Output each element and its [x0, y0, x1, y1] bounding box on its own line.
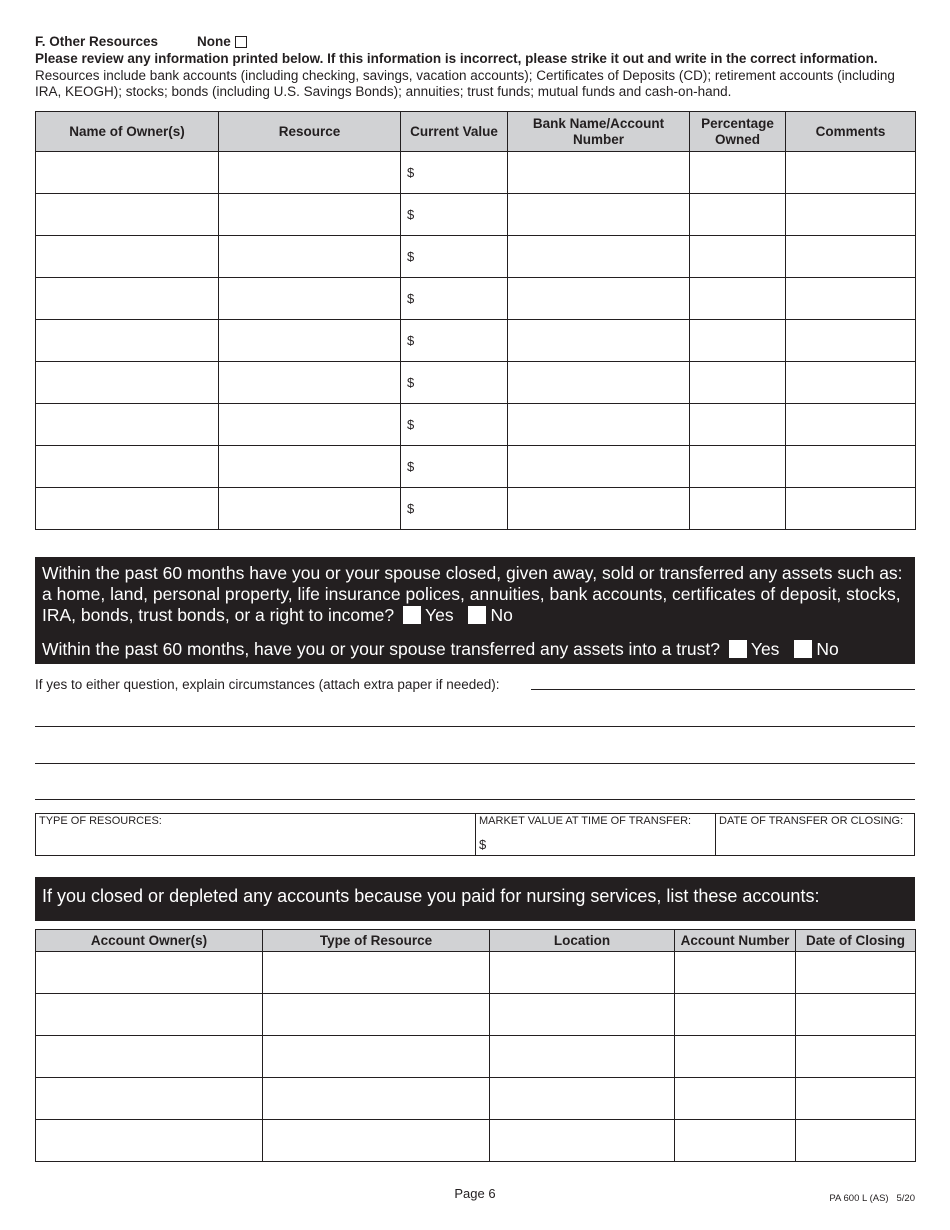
header-comments: Comments	[786, 112, 916, 152]
resource-cell[interactable]	[219, 194, 401, 236]
question-2-text: Within the past 60 months, have you or your spouse transferred any assets into a trust?	[42, 639, 720, 659]
resource-row	[36, 446, 916, 488]
comments-cell[interactable]	[786, 404, 916, 446]
current-value-cell[interactable]	[401, 362, 508, 404]
owner-cell[interactable]	[36, 278, 219, 320]
resource-cell[interactable]	[219, 152, 401, 194]
explain-line-3[interactable]	[35, 763, 915, 764]
section-title: F. Other Resources	[35, 34, 159, 49]
owner-cell[interactable]	[36, 446, 219, 488]
dollar-sign: $	[407, 501, 415, 516]
q1-no-checkbox[interactable]	[468, 606, 486, 624]
account-number-cell[interactable]	[675, 1078, 796, 1120]
header-bank-account: Bank Name/Account Number	[508, 112, 690, 152]
dollar-sign: $	[407, 417, 415, 432]
header-resource: Resource	[219, 112, 401, 152]
nursing-account-row	[36, 1036, 916, 1078]
owner-cell[interactable]	[36, 194, 219, 236]
resource-row	[36, 404, 916, 446]
q2-no-label: No	[816, 639, 839, 659]
date-of-closing-cell[interactable]	[796, 994, 916, 1036]
location-cell[interactable]	[490, 1120, 675, 1162]
page-number: Page 6	[454, 1186, 496, 1201]
bank-account-cell[interactable]	[508, 362, 690, 404]
percentage-cell[interactable]	[690, 194, 786, 236]
owner-cell[interactable]	[36, 362, 219, 404]
header-account-number: Account Number	[675, 930, 796, 952]
transfer-questions-box	[35, 557, 915, 664]
account-number-cell[interactable]	[675, 1036, 796, 1078]
bank-account-cell[interactable]	[508, 278, 690, 320]
none-label: None	[197, 34, 231, 49]
account-number-cell[interactable]	[675, 952, 796, 994]
none-option	[197, 34, 247, 49]
comments-cell[interactable]	[786, 278, 916, 320]
q1-yes-label: Yes	[425, 605, 454, 625]
account-owner-cell[interactable]	[36, 1120, 263, 1162]
market-value-label: MARKET VALUE AT TIME OF TRANSFER:	[479, 815, 692, 827]
date-of-closing-cell[interactable]	[796, 1036, 916, 1078]
comments-cell[interactable]	[786, 236, 916, 278]
type-of-resource-cell[interactable]	[263, 1036, 490, 1078]
account-owner-cell[interactable]	[36, 1078, 263, 1120]
owner-cell[interactable]	[36, 152, 219, 194]
bank-account-cell[interactable]	[508, 152, 690, 194]
location-cell[interactable]	[490, 1036, 675, 1078]
question-1-text: Within the past 60 months have you or your spouse closed, given away, sold or transferred any assets such as: a home, land, personal property, life insurance polices, annuities, bank accounts, certificates of deposit, stocks, IRA, bonds, trust bonds, or a right to income?	[42, 563, 903, 625]
dollar-sign: $	[407, 165, 415, 180]
current-value-cell[interactable]	[401, 194, 508, 236]
current-value-cell[interactable]	[401, 488, 508, 530]
bank-account-cell[interactable]	[508, 320, 690, 362]
resource-cell[interactable]	[219, 362, 401, 404]
type-of-resources-label: TYPE OF RESOURCES:	[39, 815, 162, 827]
resource-cell[interactable]	[219, 446, 401, 488]
account-number-cell[interactable]	[675, 1120, 796, 1162]
form-code-date: 5/20	[896, 1193, 915, 1204]
header-location: Location	[490, 930, 675, 952]
header-percentage-owned: Percentage Owned	[690, 112, 786, 152]
question-1	[42, 563, 908, 626]
q1-no-label: No	[490, 605, 513, 625]
nursing-account-row	[36, 952, 916, 994]
resource-row	[36, 194, 916, 236]
resources-description: Resources include bank accounts (including checking, savings, vacation accounts); Certificates of Deposits (CD); retirement accounts (including IRA, KEOGH); stocks; bonds (including U.S. Savings Bonds); annuities; trust funds; mutual funds and cash-on-hand.	[35, 67, 895, 99]
location-cell[interactable]	[490, 994, 675, 1036]
current-value-cell[interactable]	[401, 236, 508, 278]
location-cell[interactable]	[490, 952, 675, 994]
explain-line-2[interactable]	[35, 726, 915, 727]
bank-account-cell[interactable]	[508, 404, 690, 446]
owner-cell[interactable]	[36, 236, 219, 278]
owner-cell[interactable]	[36, 320, 219, 362]
none-checkbox[interactable]	[235, 36, 247, 48]
current-value-cell[interactable]	[401, 278, 508, 320]
type-of-resource-cell[interactable]	[263, 952, 490, 994]
resource-cell[interactable]	[219, 320, 401, 362]
comments-cell[interactable]	[786, 362, 916, 404]
resource-row	[36, 320, 916, 362]
percentage-cell[interactable]	[690, 152, 786, 194]
dollar-sign: $	[407, 459, 415, 474]
location-cell[interactable]	[490, 1078, 675, 1120]
resource-row	[36, 278, 916, 320]
comments-cell[interactable]	[786, 194, 916, 236]
type-of-resource-cell[interactable]	[263, 1078, 490, 1120]
dollar-sign: $	[407, 291, 415, 306]
current-value-cell[interactable]	[401, 446, 508, 488]
resource-row	[36, 152, 916, 194]
current-value-cell[interactable]	[401, 320, 508, 362]
nursing-accounts-table	[35, 929, 916, 1162]
resource-cell[interactable]	[219, 278, 401, 320]
current-value-cell[interactable]	[401, 152, 508, 194]
nursing-heading: If you closed or depleted any accounts because you paid for nursing services, list these accounts:	[35, 877, 915, 921]
date-of-closing-cell[interactable]	[796, 1078, 916, 1120]
bank-account-cell[interactable]	[508, 488, 690, 530]
percentage-cell[interactable]	[690, 278, 786, 320]
comments-cell[interactable]	[786, 446, 916, 488]
header-account-owner: Account Owner(s)	[36, 930, 263, 952]
resource-cell[interactable]	[219, 404, 401, 446]
account-number-cell[interactable]	[675, 994, 796, 1036]
intro-text	[35, 51, 915, 101]
resource-row	[36, 488, 916, 530]
bank-account-cell[interactable]	[508, 446, 690, 488]
dollar-sign: $	[407, 375, 415, 390]
bank-account-cell[interactable]	[508, 194, 690, 236]
form-code	[829, 1193, 915, 1204]
market-value-field[interactable]	[476, 814, 716, 855]
date-of-closing-cell[interactable]	[796, 1120, 916, 1162]
question-2	[42, 639, 908, 660]
percentage-cell[interactable]	[690, 404, 786, 446]
explain-label: If yes to either question, explain circumstances (attach extra paper if needed):	[35, 677, 500, 692]
review-note: Please review any information printed below. If this information is incorrect, please strike it out and write in the correct information.	[35, 51, 878, 66]
dollar-sign: $	[407, 249, 415, 264]
percentage-cell[interactable]	[690, 362, 786, 404]
nursing-account-row	[36, 1078, 916, 1120]
percentage-cell[interactable]	[690, 488, 786, 530]
resource-cell[interactable]	[219, 236, 401, 278]
dollar-sign: $	[407, 207, 415, 222]
resource-cell[interactable]	[219, 488, 401, 530]
nursing-account-row	[36, 994, 916, 1036]
percentage-cell[interactable]	[690, 446, 786, 488]
account-owner-cell[interactable]	[36, 1036, 263, 1078]
comments-cell[interactable]	[786, 488, 916, 530]
resource-row	[36, 362, 916, 404]
type-of-resource-cell[interactable]	[263, 994, 490, 1036]
q2-yes-checkbox[interactable]	[729, 640, 747, 658]
current-value-cell[interactable]	[401, 404, 508, 446]
transfer-date-label: DATE OF TRANSFER OR CLOSING:	[719, 815, 904, 827]
owner-cell[interactable]	[36, 488, 219, 530]
explain-line-4[interactable]	[35, 799, 915, 800]
header-name-of-owner: Name of Owner(s)	[36, 112, 219, 152]
q1-yes-checkbox[interactable]	[403, 606, 421, 624]
q2-no-checkbox[interactable]	[794, 640, 812, 658]
nursing-account-row	[36, 1120, 916, 1162]
bank-account-cell[interactable]	[508, 236, 690, 278]
transfer-details-box	[35, 813, 915, 856]
date-of-closing-cell[interactable]	[796, 952, 916, 994]
account-owner-cell[interactable]	[36, 994, 263, 1036]
explain-line-1[interactable]	[531, 689, 915, 690]
comments-cell[interactable]	[786, 152, 916, 194]
resources-table	[35, 111, 916, 530]
account-owner-cell[interactable]	[36, 952, 263, 994]
market-value-dollar: $	[479, 837, 487, 852]
percentage-cell[interactable]	[690, 320, 786, 362]
header-date-of-closing: Date of Closing	[796, 930, 916, 952]
comments-cell[interactable]	[786, 320, 916, 362]
header-type-of-resource: Type of Resource	[263, 930, 490, 952]
type-of-resources-field[interactable]	[36, 814, 476, 855]
type-of-resource-cell[interactable]	[263, 1120, 490, 1162]
owner-cell[interactable]	[36, 404, 219, 446]
dollar-sign: $	[407, 333, 415, 348]
q2-yes-label: Yes	[750, 639, 780, 659]
transfer-date-field[interactable]	[716, 814, 913, 855]
header-current-value: Current Value	[401, 112, 508, 152]
resource-row	[36, 236, 916, 278]
form-code-id: PA 600 L (AS)	[829, 1193, 889, 1204]
percentage-cell[interactable]	[690, 236, 786, 278]
